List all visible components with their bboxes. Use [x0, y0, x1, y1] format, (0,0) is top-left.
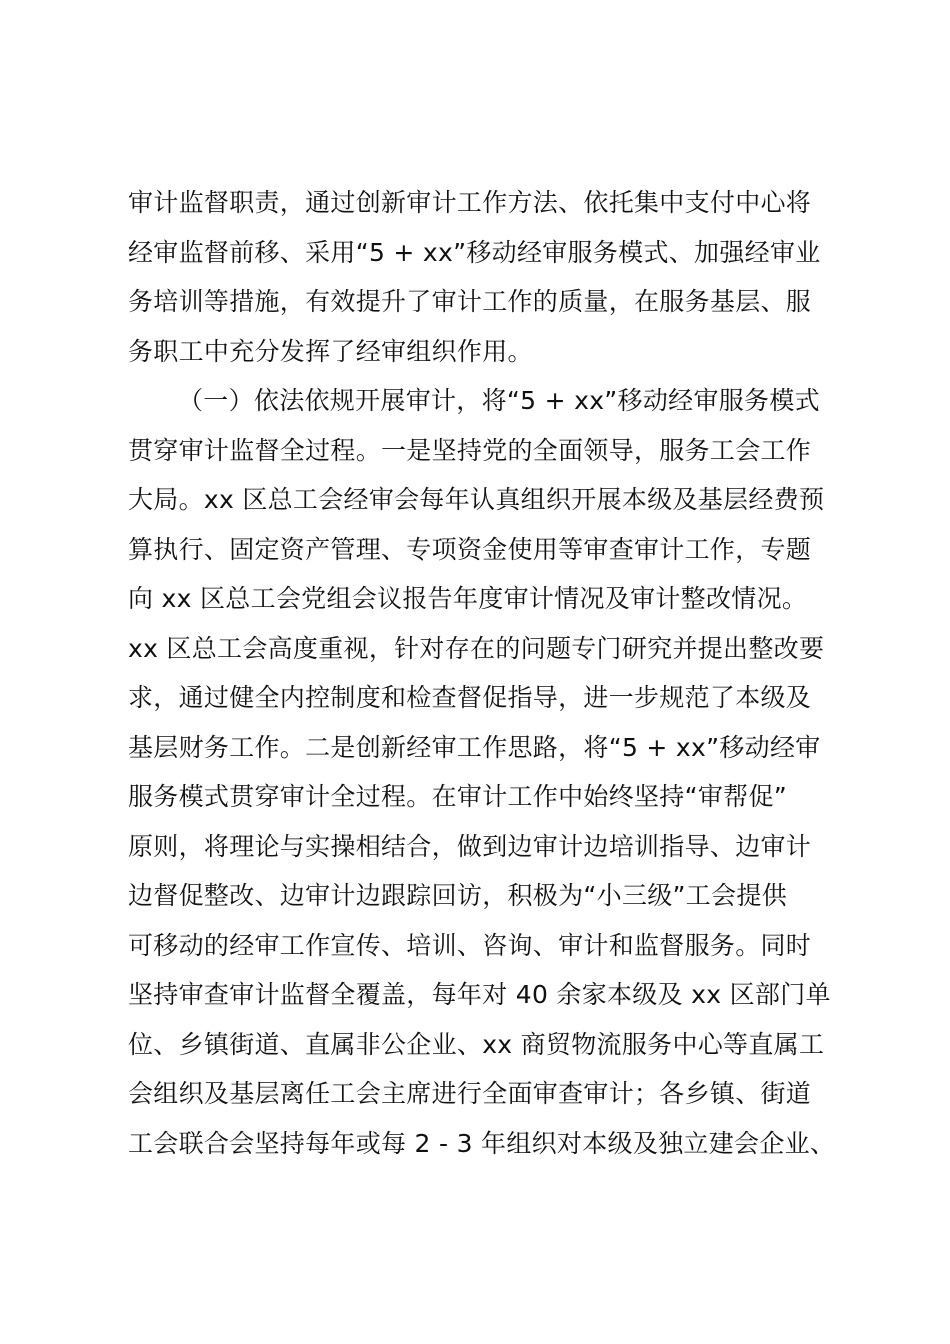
text-line: （一）依法依规开展审计，将“5 + xx”移动经审服务模式 [178, 386, 820, 415]
text-line: 大局。xx 区总工会经审会每年认真组织开展本级及基层经费预 [128, 485, 825, 514]
text-line: 务职工中充分发挥了经审组织作用。 [128, 336, 533, 366]
text-line: 可移动的经审工作宣传、培训、咨询、审计和监督服务。同时 [128, 930, 812, 960]
text-line: 位、乡镇街道、直属非公企业、xx 商贸物流服务中心等直属工 [128, 1029, 825, 1059]
text-line: 务培训等措施，有效提升了审计工作的质量，在服务基层、服 [128, 287, 812, 316]
body-text [128, 178, 848, 1168]
text-line: 求，通过健全内控制度和检查督促指导，进一步规范了本级及 [128, 683, 812, 712]
text-line: 审计监督职责，通过创新审计工作方法、依托集中支付中心将 [128, 188, 812, 217]
text-line: 服务模式贯穿审计全过程。在审计工作中始终坚持“审帮促” [128, 782, 788, 811]
text-line: 经审监督前移、采用“5 + xx”移动经审服务模式、加强经审业 [128, 237, 821, 267]
text-line: 坚持审查审计监督全覆盖，每年对 40 余家本级及 xx 区部门单 [128, 980, 831, 1009]
text-line: 原则，将理论与实操相结合，做到边审计边培训指导、边审计 [128, 831, 812, 861]
text-line: 贯穿审计监督全过程。一是坚持党的全面领导，服务工会工作 [128, 435, 812, 465]
text-line: 边督促整改、边审计边跟踪回访，积极为“小三级”工会提供 [128, 881, 788, 910]
text-line: 工会联合会坚持每年或每 2 - 3 年组织对本级及独立建会企业、 [128, 1128, 836, 1158]
text-line: 向 xx 区总工会党组会议报告年度审计情况及审计整改情况。 [128, 584, 808, 613]
text-line: 算执行、固定资产管理、专项资金使用等审查审计工作，专题 [128, 534, 812, 564]
text-line: xx 区总工会高度重视，针对存在的问题专门研究并提出整改要 [128, 633, 825, 663]
text-line: 基层财务工作。二是创新经审工作思路，将“5 + xx”移动经审 [128, 732, 821, 762]
text-line: 会组织及基层离任工会主席进行全面审查审计；各乡镇、街道 [128, 1079, 812, 1108]
